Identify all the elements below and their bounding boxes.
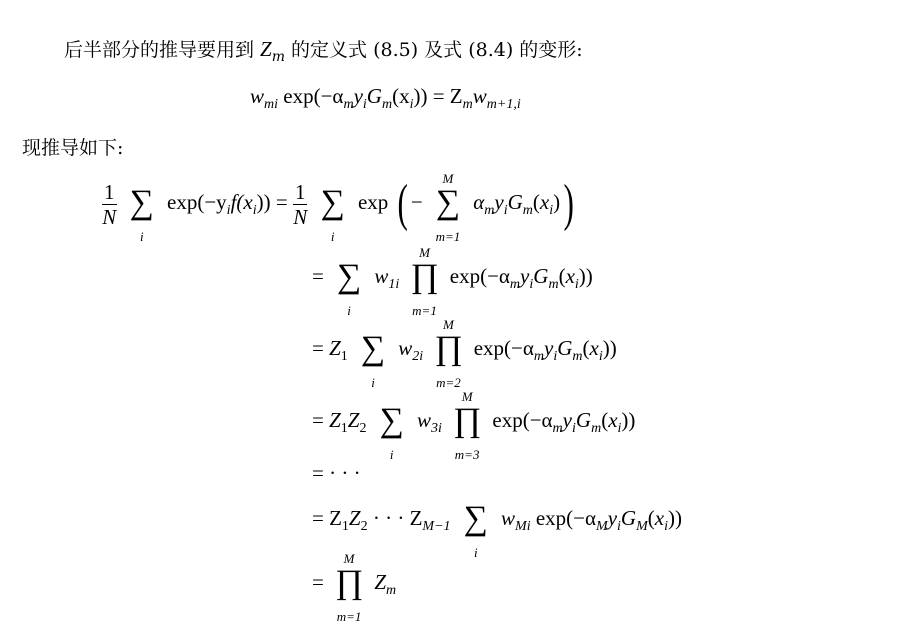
sum-operator: ∑ i (122, 184, 162, 224)
line2-close: )) (578, 263, 593, 288)
line3-Z: Z (329, 335, 341, 360)
line3-sum-lower: i (371, 375, 375, 390)
line7-product: ∏ M m=1 (329, 564, 369, 604)
intro-Z: Z (260, 37, 272, 61)
line3-product: ∏ M m=2 (428, 330, 468, 370)
line1-close: )) (256, 189, 271, 214)
line4-sum-lower: i (389, 447, 394, 462)
line6-eqZ: = Z (312, 505, 342, 530)
eq1-tail: )) = Z (413, 84, 463, 108)
line3-prod-upper: M (443, 317, 454, 332)
eq1-G: G (366, 84, 382, 108)
fraction-den: N (102, 204, 117, 229)
equation-weight-update (250, 83, 521, 113)
line1-x-sub: i (252, 202, 257, 218)
line6-exp: exp(−α (530, 505, 597, 530)
inner-sum-operator: ∑ M m=1 (428, 184, 468, 224)
eq1-m2: m (381, 97, 393, 112)
line2-product: ∏ M m=1 (405, 258, 445, 298)
line1-alpha: α (473, 189, 485, 214)
eq1-w: w (250, 84, 265, 108)
line2-equals: = (312, 263, 324, 288)
line2-sum-lower: i (347, 303, 351, 318)
line1-f: f(x (230, 189, 253, 214)
line7-prod-lower: m=1 (336, 609, 362, 624)
fraction-1-over-N-rhs (293, 180, 308, 229)
eq1-i1: i (362, 97, 367, 112)
fraction-den-rhs: N (293, 204, 308, 229)
line3-prod-lower: m=2 (436, 375, 461, 390)
intro-text (64, 36, 583, 64)
line4-sum: ∑ i (372, 402, 412, 442)
eq1-w2: w (472, 84, 487, 108)
derivation-line-3: = $Z_1$ ∑ i $w_{2i}$ ∏ M m=2 $\exp(-\alpha_my_iG_m(x_i))$ (312, 330, 617, 370)
line6-sum-lower: i (473, 545, 478, 560)
line2-prod-upper: M (419, 245, 430, 260)
line6-sum: ∑ i (456, 500, 496, 540)
line4-w-sub: 3i (430, 420, 442, 436)
line2-w: w (374, 263, 389, 288)
eq1-w-sub: mi (264, 97, 279, 112)
line6-close: )) (667, 505, 682, 530)
intro2-text: 现推导如下: (22, 137, 124, 159)
line1-equals: = (275, 189, 288, 214)
eq1-w2-sub: m+1,i (486, 97, 521, 112)
line6-w-sub: Mi (515, 518, 531, 534)
line2-sum: ∑ i (329, 258, 369, 298)
eq1-xi: (x (392, 84, 410, 108)
sum-lower-limit: i (139, 229, 144, 244)
line6-dots: · · · Z (367, 505, 423, 530)
line3-sum: ∑ i (353, 330, 393, 370)
line2-exp: exp(−α (449, 263, 510, 288)
line1-G: G (507, 189, 523, 214)
line3-w-sub: 2i (412, 348, 424, 364)
line6-Z-sub: M−1 (422, 518, 451, 534)
line4-prod-upper: M (461, 389, 473, 404)
line3-equals: = (312, 335, 324, 360)
fraction-num: 1 (104, 179, 115, 204)
line1-exp-word: exp (357, 189, 389, 214)
line4-product: ∏ M m=3 (447, 402, 487, 442)
eq1-exp: exp(−α (278, 84, 344, 108)
eq1-m3: m (462, 97, 473, 112)
line7-prod-upper: M (343, 551, 355, 566)
line3-close: )) (602, 335, 617, 360)
line6-alpha-sub: M (596, 518, 608, 534)
line4-equals: = (312, 407, 324, 432)
fraction-1-over-N (102, 180, 117, 229)
eq1-i2: i (409, 97, 414, 112)
derivation-line-1: $\frac{1}{N}$ ∑ i $\exp(-y_if(x_i))$ = $\frac{1}{N}$ ∑ i exp ( − ∑ M m=1 $\alpha_my_iG_m(x_i)$) (102, 178, 577, 242)
line4-prod-lower: m=3 (454, 447, 480, 462)
intro-before: 后半部分的推导要用到 (64, 39, 261, 61)
eq1-y: y (353, 84, 363, 108)
inner-sum-upper: M (442, 171, 454, 186)
line7-m: m (386, 582, 397, 598)
derivation-line-6: = $Z_1Z_2$ · · · $Z_{M-1}$ ∑ i $w_{Mi}$ $\exp(-\alpha_My_iG_M(x_i))$ (312, 500, 682, 540)
intro-m: m (271, 49, 286, 65)
eq1-m1: m (343, 97, 354, 112)
line1-lhs-exp: exp(−y (167, 189, 227, 214)
line3-exp: exp(−α (473, 335, 534, 360)
line2-w-sub: 1i (388, 276, 400, 292)
line4-exp: exp(−α (492, 407, 553, 432)
big-left-paren: ( (396, 175, 408, 232)
derivation-line-7 (312, 551, 397, 624)
line7-equals: = (312, 569, 324, 594)
derivation-line-2: = ∑ i $w_{1i}$ ∏ M m=1 $\exp(-\alpha_my_iG_m(x_i))$ (312, 258, 593, 298)
line1-y-sub: i (226, 202, 231, 218)
big-right-paren: ) (563, 175, 574, 232)
derivation-line-4: = $Z_1Z_2$ ∑ i $w_{3i}$ ∏ M m=3 $\exp(-\alpha_my_iG_m(x_i))$ (312, 402, 635, 442)
line1-minus: − (410, 189, 423, 214)
inner-sum-lower: m=1 (435, 229, 461, 244)
line4-close: )) (621, 407, 636, 432)
fraction-num-rhs: 1 (294, 179, 306, 204)
sum-operator-rhs: ∑ i (313, 184, 353, 224)
sum-lower-limit-rhs: i (330, 229, 335, 244)
derivation-line-5: = · · · (312, 461, 361, 485)
line2-prod-lower: m=1 (412, 303, 437, 318)
intro-after: 的定义式 (8.5) 及式 (8.4) 的变形: (285, 39, 583, 61)
line7-Z: Z (374, 569, 387, 594)
